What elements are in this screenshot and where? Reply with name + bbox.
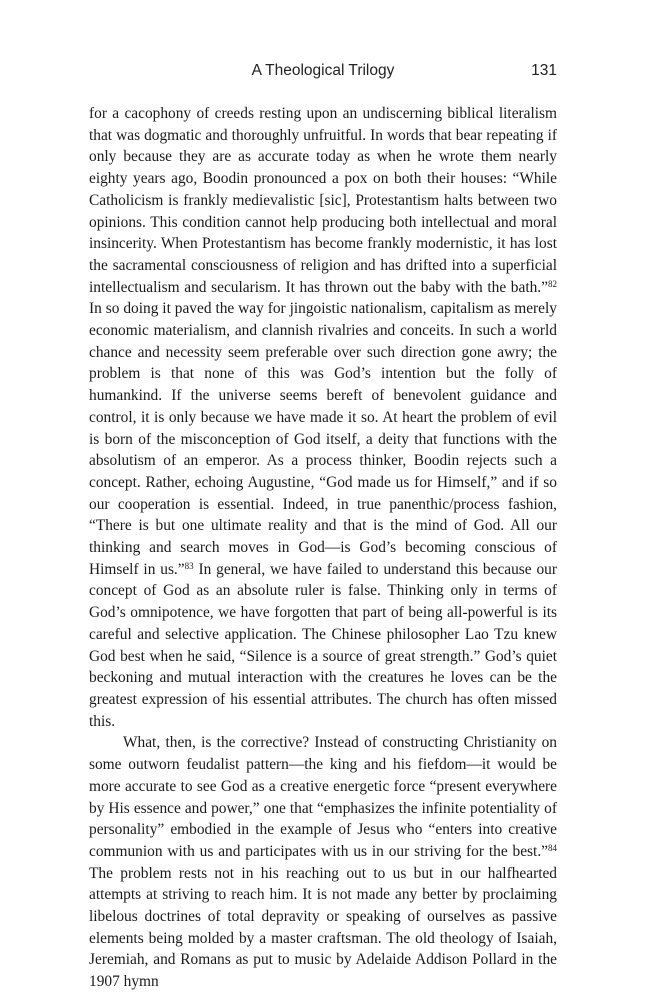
paragraph-text: In general, we have failed to understand this because our concept of God as an absolute ruler is false. Thinking only in terms of God’s omnipotence, we have forgotten that part of being all-powerful is its careful and selective application. The Chinese philosopher Lao Tzu knew God best when he said, “Silence is a source of great strength.” God’s quiet beckoning and mutual interaction with the creatures he loves can be the greatest expression of his essential attributes. The church has often missed this.: [89, 560, 557, 730]
footnote-ref[interactable]: 82: [548, 278, 557, 289]
footnote-ref[interactable]: 83: [184, 560, 194, 571]
paragraph: [89, 103, 557, 732]
paragraph-text: for a cacophony of creeds resting upon an undiscerning biblical literalism that was dogmatic and thoroughly unfruitful. In words that bear repeating if only because they are as accurate today as when he wrote them nearly eighty years ago, Boodin pronounced a pox on both their houses: “While Catholicism is frankly medievalistic [sic], Protestantism halts between two opinions. This condition cannot help producing both intellectual and moral insincerity. When Protestantism has become frankly modernistic, it has lost the sacramental consciousness of religion and has drifted into a superficial intellectualism and secularism. It has thrown out the baby with the bath.”: [89, 105, 557, 296]
running-header: [89, 60, 557, 86]
body-text: [89, 103, 557, 993]
page-number: 131: [531, 62, 557, 79]
running-title: A Theological Trilogy: [251, 62, 395, 79]
paragraph-text: What, then, is the corrective? Instead of constructing Christianity on some outworn feudalist pattern—the king and his fiefdom—it would be more accurate to see God as a creative energetic force “present everywhere by His essence and power,” one that “emphasizes the infinite potentiality of personality” embodied in the example of Jesus who “enters into creative communion with us and participates with us in our striving for the best.”: [89, 734, 557, 860]
footnote-ref[interactable]: 84: [548, 842, 557, 853]
paragraph: [89, 732, 557, 992]
paragraph-text: In so doing it paved the way for jingoistic nationalism, capitalism as merely economic materialism, and clannish rivalries and conceits. In such a world chance and necessity seem preferable over such direction gone awry; the problem is that none of this was God’s intention but the folly of humankind. If the universe seems bereft of benevolent guidance and control, it is only because we have made it so. At heart the problem of evil is born of the misconception of God itself, a deity that functions with the absolutism of an emperor. As a process thinker, Boodin rejects such a concept. Rather, echoing Augustine, “God made us for Himself,” and if so our cooperation is essential. Indeed, in true panenthic/process fashion, “There is but one ultimate reality and that is the mind of God. All our thinking and search moves in God—is God’s becoming conscious of Himself in us.”: [89, 300, 557, 578]
paragraph-text: The problem rests not in his reaching out to us but in our halfhearted attempts at striving to reach him. It is not made any better by proclaiming libelous doctrines of total depravity or speaking of ourselves as passive elements being molded by a master craftsman. The old theology of Isaiah, Jeremiah, and Romans as put to music by Adelaide Addison Pollard in the 1907 hymn: [89, 864, 557, 991]
